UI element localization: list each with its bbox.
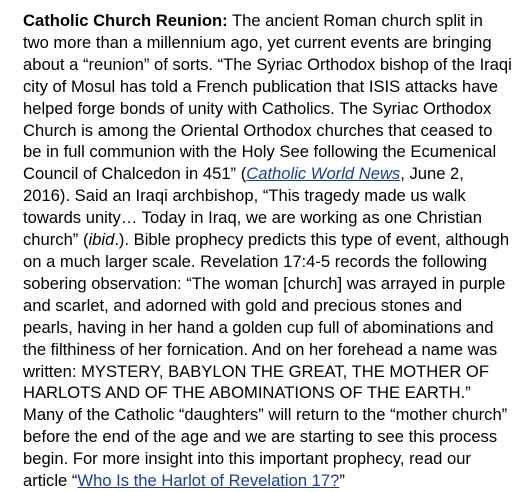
catholic-world-news-link[interactable]: Catholic World News bbox=[246, 164, 401, 184]
article-heading: Catholic Church Reunion: bbox=[23, 11, 228, 30]
paragraph-text-4: ” bbox=[339, 471, 345, 491]
harlot-article-link[interactable]: Who Is the Harlot of Revelation 17? bbox=[77, 471, 340, 491]
paragraph-text-3: .). Bible prophecy predicts this type of event, although on a much larger scale. Revelation 17:4-5 records the following sobering observation: “The woman [church] was arrayed in purple and scarlet, and adorned with gold and precious stones and pearls, having in her hand a golden cup full of abominations and the filthiness of her fornication. And on her forehead a name was written: MYSTERY, BABYLON THE GREAT, THE MOTHER OF HARLOTS AND OF THE ABOMINATIONS OF THE EARTH.” Many of the Catholic “daughters” will return to the “mother church” before the end of the age and we are starting to see this process begin. For more insight into this important prophecy, read our article “ bbox=[23, 230, 510, 491]
article-paragraph bbox=[23, 10, 512, 492]
paragraph-text-2: , June 2, 2016). Said an Iraqi archbishop, “This tragedy made us walk towards unity… Today in Iraq, we are working as one Christian church” ( bbox=[23, 164, 483, 250]
paragraph-text-1: The ancient Roman church split in two more than a millennium ago, yet current events are bringing about a “reunion” of sorts. “The Syriac Orthodox bishop of the Iraqi city of Mosul has told a French publication that ISIS attacks have helped forge bonds of unity with Catholics. The Syriac Orthodox Church is among the Oriental Orthodox churches that ceased to be in full communion with the Holy See following the Ecumenical Council of Chalcedon in 451” ( bbox=[23, 11, 512, 184]
ibid-citation: ibid bbox=[88, 230, 115, 250]
